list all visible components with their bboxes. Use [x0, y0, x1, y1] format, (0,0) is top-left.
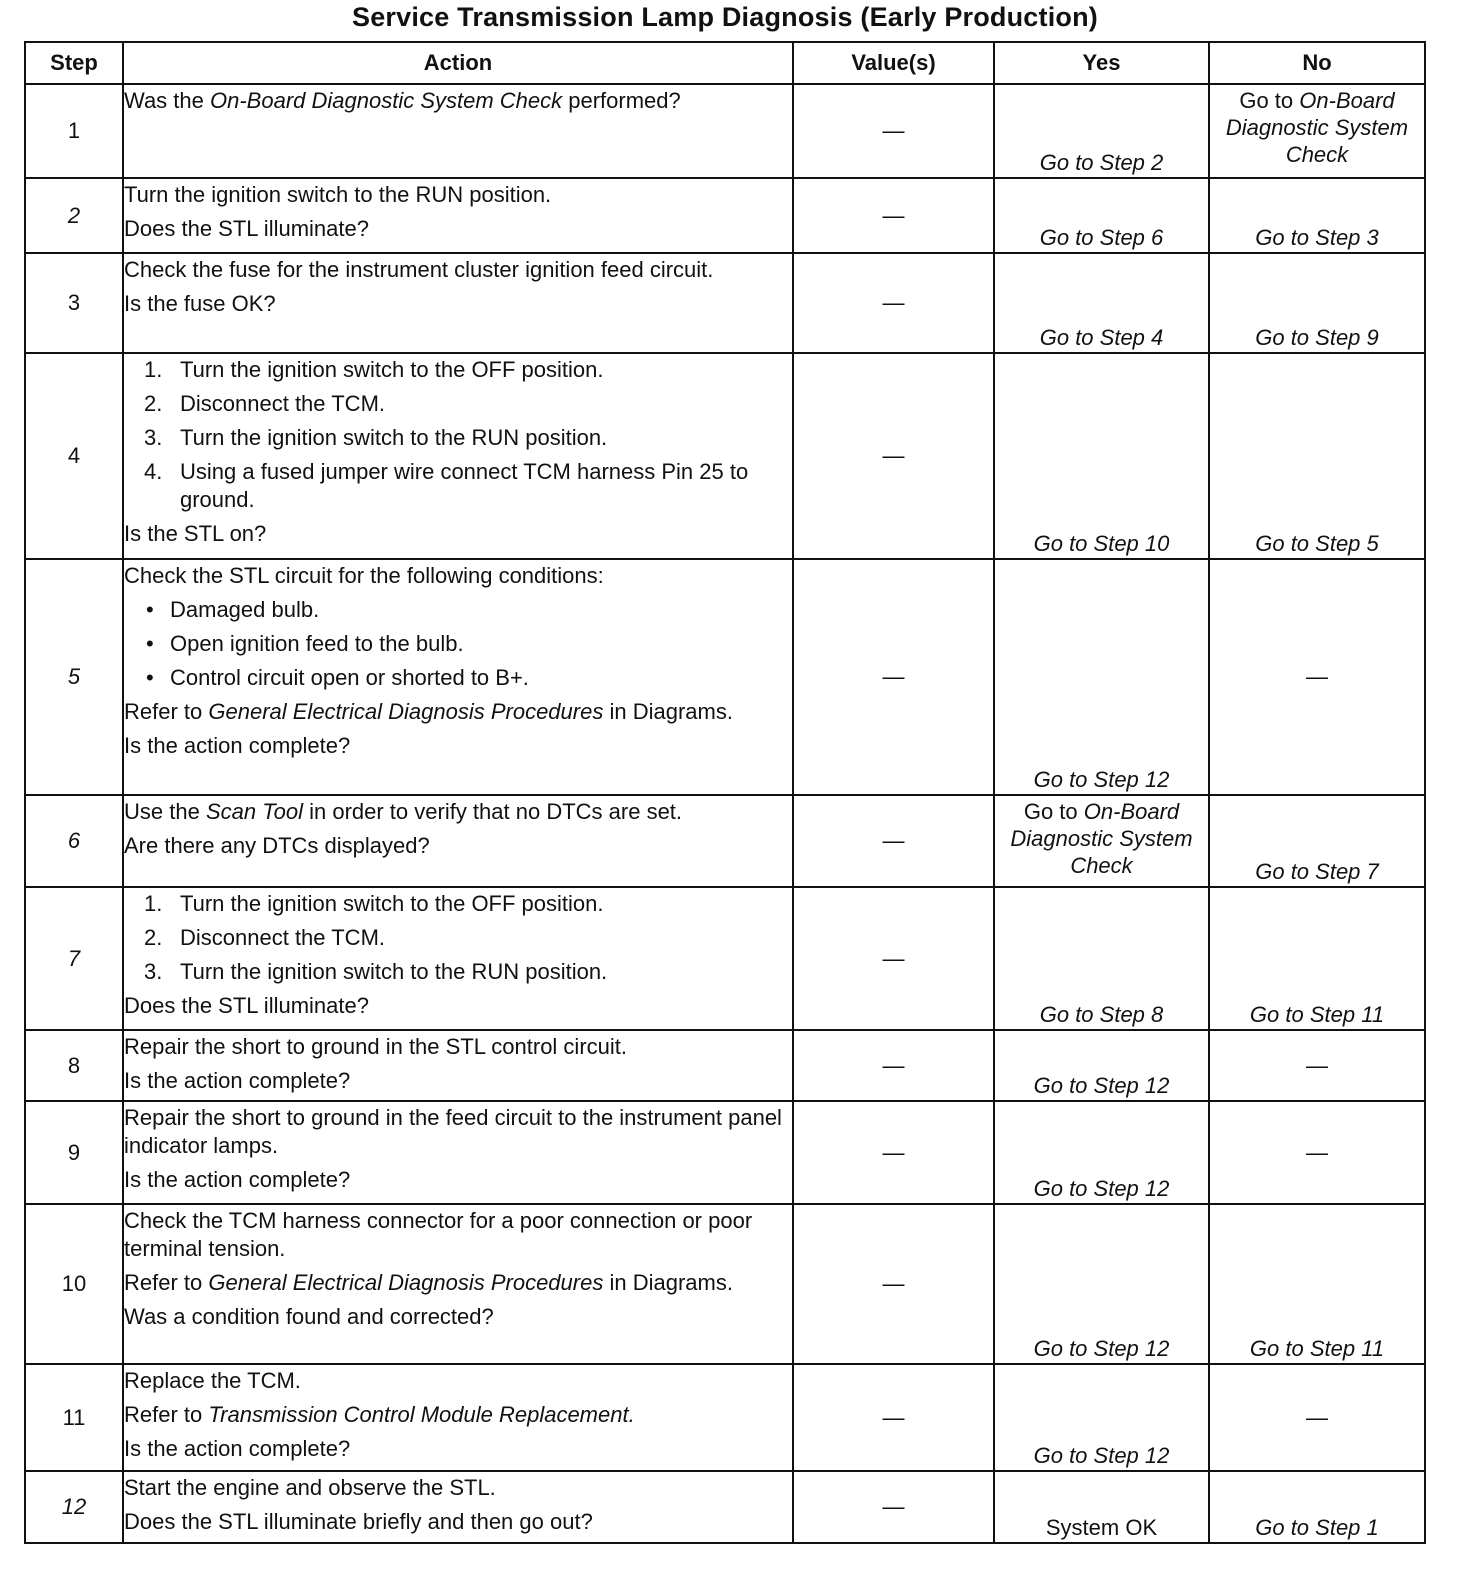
table-row: [25, 1030, 1425, 1101]
list-item: 1. Turn the ignition switch to the OFF position.: [144, 891, 604, 916]
step-number: 9: [25, 1101, 123, 1204]
numbered-list: [124, 356, 792, 514]
diagnosis-table: [24, 41, 1426, 1544]
no-cell: Go to Step 5: [1209, 353, 1425, 559]
value-cell: —: [793, 84, 994, 178]
no-cell: —: [1209, 559, 1425, 795]
action-line: Turn the ignition switch to the RUN position.: [124, 182, 552, 207]
table-row: [25, 353, 1425, 559]
action-line: Check the TCM harness connector for a poor connection or poor terminal tension.: [124, 1208, 753, 1261]
step-number: 6: [25, 795, 123, 887]
action-question: Are there any DTCs displayed?: [124, 833, 430, 858]
list-item: 3. Turn the ignition switch to the RUN position.: [144, 959, 608, 984]
action-reference: Refer to General Electrical Diagnosis Procedures in Diagrams.: [124, 1270, 733, 1295]
step-number: 11: [25, 1364, 123, 1471]
yes-cell: System OK: [994, 1471, 1209, 1543]
action-cell: [123, 84, 793, 178]
table-row: [25, 795, 1425, 887]
table-row: [25, 1204, 1425, 1364]
action-line: Repair the short to ground in the feed circuit to the instrument panel indicator lamps.: [124, 1105, 782, 1158]
header-step: Step: [25, 42, 123, 84]
table-row: [25, 1471, 1425, 1543]
table-row: [25, 178, 1425, 253]
step-number: 12: [25, 1471, 123, 1543]
no-cell: Go to Step 9: [1209, 253, 1425, 353]
no-cell: Go to Step 3: [1209, 178, 1425, 253]
value-cell: —: [793, 559, 994, 795]
action-question: Was a condition found and corrected?: [124, 1304, 494, 1329]
yes-cell: Go to Step 12: [994, 1101, 1209, 1204]
step-number: 5: [25, 559, 123, 795]
action-question: Does the STL illuminate briefly and then go out?: [124, 1509, 593, 1534]
action-cell: [123, 353, 793, 559]
value-cell: —: [793, 253, 994, 353]
no-cell: Go to Step 7: [1209, 795, 1425, 887]
table-header-row: [25, 42, 1425, 84]
table-row: [25, 1101, 1425, 1204]
no-cell: —: [1209, 1364, 1425, 1471]
step-number: 1: [25, 84, 123, 178]
yes-cell: Go to Step 10: [994, 353, 1209, 559]
action-question: Is the STL on?: [124, 521, 267, 546]
action-cell: [123, 1204, 793, 1364]
yes-cell: Go to Step 4: [994, 253, 1209, 353]
yes-cell: Go to Step 8: [994, 887, 1209, 1030]
no-cell: —: [1209, 1030, 1425, 1101]
step-number: 7: [25, 887, 123, 1030]
header-action: Action: [123, 42, 793, 84]
value-cell: —: [793, 795, 994, 887]
bullet-list: [124, 596, 792, 692]
action-line: Repair the short to ground in the STL control circuit.: [124, 1034, 627, 1059]
table-row: [25, 559, 1425, 795]
no-cell: —: [1209, 1101, 1425, 1204]
action-line: Replace the TCM.: [124, 1368, 301, 1393]
action-cell: [123, 253, 793, 353]
yes-cell: Go to Step 12: [994, 1204, 1209, 1364]
table-row: [25, 887, 1425, 1030]
value-cell: —: [793, 1204, 994, 1364]
value-cell: —: [793, 1030, 994, 1101]
step-number: 4: [25, 353, 123, 559]
action-cell: [123, 559, 793, 795]
action-reference: Refer to General Electrical Diagnosis Procedures in Diagrams.: [124, 699, 733, 724]
step-number: 10: [25, 1204, 123, 1364]
action-question: Is the action complete?: [124, 1167, 351, 1192]
header-no: No: [1209, 42, 1425, 84]
action-question: Is the action complete?: [124, 1068, 351, 1093]
action-cell: [123, 178, 793, 253]
no-cell: Go to Step 11: [1209, 1204, 1425, 1364]
action-cell: [123, 1030, 793, 1101]
yes-cell: Go to Step 6: [994, 178, 1209, 253]
action-cell: [123, 1364, 793, 1471]
list-item: 2. Disconnect the TCM.: [144, 391, 386, 416]
action-line: Was the On-Board Diagnostic System Check performed?: [124, 88, 681, 113]
action-question: Is the action complete?: [124, 1436, 351, 1461]
no-cell: Go to Step 1: [1209, 1471, 1425, 1543]
value-cell: —: [793, 887, 994, 1030]
yes-cell: Go to Step 12: [994, 1030, 1209, 1101]
table-row: [25, 253, 1425, 353]
action-cell: [123, 887, 793, 1030]
action-line: Check the fuse for the instrument cluster ignition feed circuit.: [124, 257, 714, 282]
yes-cell: Go to Step 2: [994, 84, 1209, 178]
yes-cell: Go to Step 12: [994, 559, 1209, 795]
action-question: Does the STL illuminate?: [124, 216, 369, 241]
header-yes: Yes: [994, 42, 1209, 84]
value-cell: —: [793, 1471, 994, 1543]
action-cell: [123, 1101, 793, 1204]
value-cell: —: [793, 1101, 994, 1204]
list-item: 3. Turn the ignition switch to the RUN position.: [144, 425, 608, 450]
table-row: [25, 1364, 1425, 1471]
list-item: • Control circuit open or shorted to B+.: [146, 665, 529, 690]
yes-cell: Go to On-Board Diagnostic System Check: [994, 795, 1209, 887]
list-item: 4. Using a fused jumper wire connect TCM harness Pin 25 to ground.: [144, 459, 749, 512]
action-reference: Refer to Transmission Control Module Replacement.: [124, 1402, 635, 1427]
value-cell: —: [793, 178, 994, 253]
header-values: Value(s): [793, 42, 994, 84]
action-cell: [123, 795, 793, 887]
yes-cell: Go to Step 12: [994, 1364, 1209, 1471]
step-number: 2: [25, 178, 123, 253]
action-line: Check the STL circuit for the following conditions:: [124, 563, 604, 588]
action-question: Is the action complete?: [124, 733, 351, 758]
no-cell: Go to Step 11: [1209, 887, 1425, 1030]
page-title: Service Transmission Lamp Diagnosis (Early Production): [351, 2, 1098, 32]
action-line: Start the engine and observe the STL.: [124, 1475, 496, 1500]
no-cell: Go to On-Board Diagnostic System Check: [1209, 84, 1425, 178]
list-item: 1. Turn the ignition switch to the OFF position.: [144, 357, 604, 382]
action-question: Is the fuse OK?: [124, 291, 276, 316]
action-question: Does the STL illuminate?: [124, 993, 369, 1018]
value-cell: —: [793, 1364, 994, 1471]
action-cell: [123, 1471, 793, 1543]
list-item: • Damaged bulb.: [146, 597, 320, 622]
step-number: 3: [25, 253, 123, 353]
table-row: [25, 84, 1425, 178]
action-line: Use the Scan Tool in order to verify that no DTCs are set.: [124, 799, 683, 824]
numbered-list: [124, 890, 792, 986]
value-cell: —: [793, 353, 994, 559]
step-number: 8: [25, 1030, 123, 1101]
list-item: 2. Disconnect the TCM.: [144, 925, 386, 950]
list-item: • Open ignition feed to the bulb.: [146, 631, 464, 656]
